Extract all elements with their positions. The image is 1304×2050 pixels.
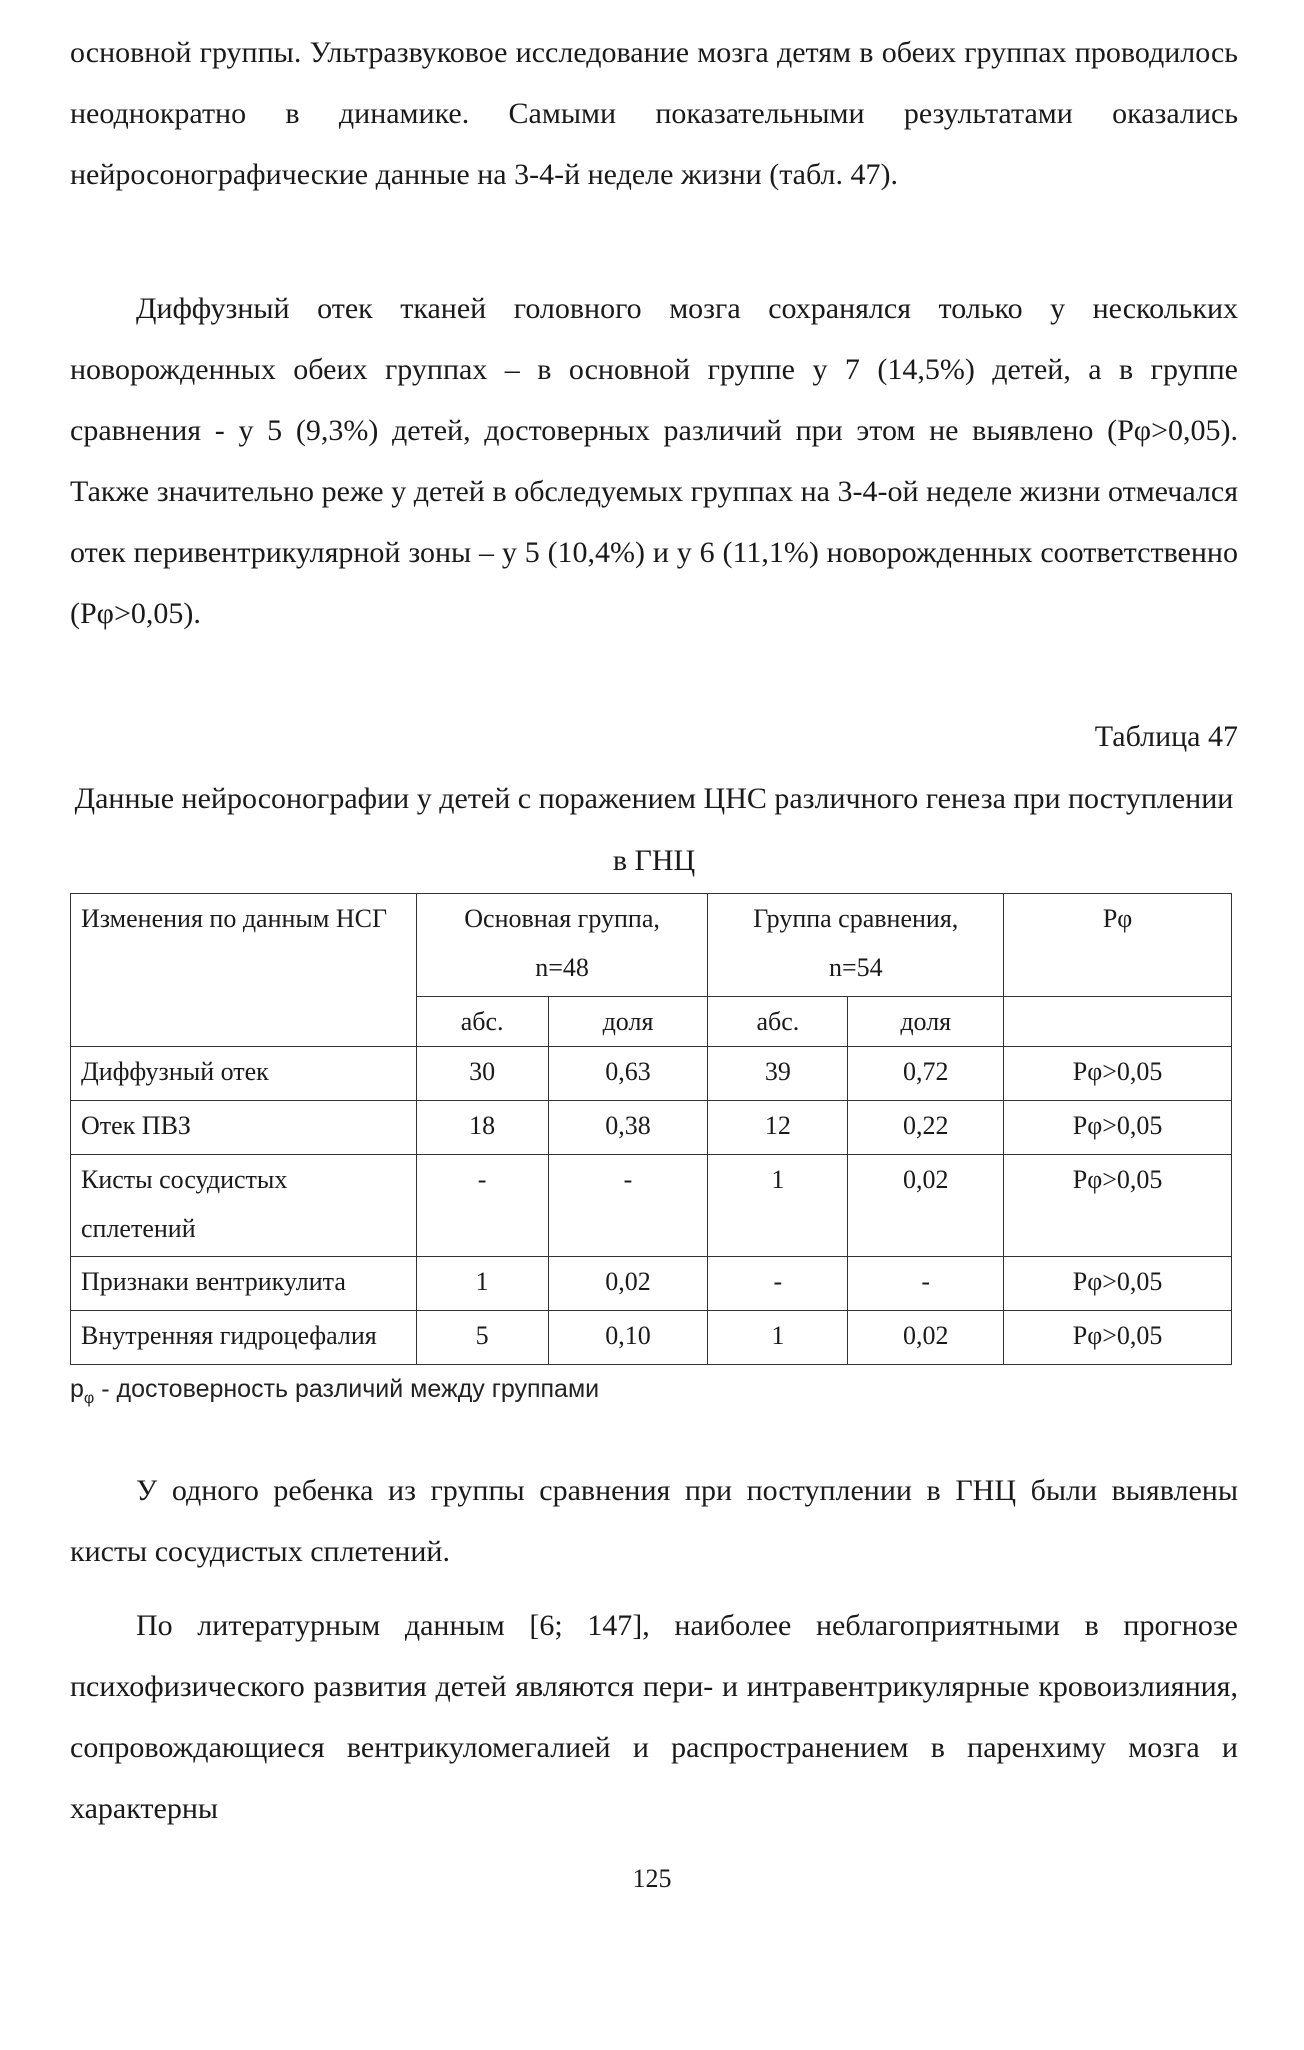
header-main-group-label: Основная группа, [464,904,660,933]
row-name: Внутренняя гидроцефалия [71,1311,417,1365]
row-comp-abs: 39 [708,1047,848,1101]
row-comp-share: - [848,1257,1004,1311]
table-row [71,1101,1232,1155]
subheader-comp-abs: абс. [708,997,848,1047]
row-main-abs: 30 [416,1047,548,1101]
paragraph-cysts: У одного ребенка из группы сравнения при поступлении в ГНЦ были выявлены кисты сосудистых сплетений. [70,1474,1238,1568]
subheader-comp-share: доля [848,997,1004,1047]
header-comparison-group-label: Группа сравнения, [753,904,959,933]
footnote-text: - достоверность различий между группами [101,1375,600,1403]
row-comp-abs: - [708,1257,848,1311]
header-main-group-n: n=48 [535,953,589,982]
row-name: Кисты сосудистых сплетений [71,1155,417,1257]
table-header-row [71,894,1232,997]
row-comp-abs: 12 [708,1101,848,1155]
subheader-main-abs: абс. [416,997,548,1047]
row-p: Pφ>0,05 [1004,1047,1232,1101]
row-name: Диффузный отек [71,1047,417,1101]
row-comp-share: 0,02 [848,1155,1004,1257]
row-p: Pφ>0,05 [1004,1101,1232,1155]
nsg-table [70,893,1232,1365]
header-comparison-group-n: n=54 [828,953,883,982]
row-p: Pφ>0,05 [1004,1257,1232,1311]
paragraph-diffuse-edema: Диффузный отек тканей головного мозга сохранялся только у нескольких новорожденных обеих группах – в основной группе у 7 (14,5%) детей, а в группе сравнения - у 5 (9,3%) детей, достоверных различий при этом не выявлено (Pφ>0,05). Также значительно реже у детей в обследуемых группах на 3-4-ой неделе жизни отмечался отек перивентрикулярной зоны – у 5 (10,4%) и у 6 (11,1%) новорожденных соответственно (Pφ>0,05). [70,292,1238,630]
table-row [71,1047,1232,1101]
table-footnote [70,1375,599,1408]
footnote-symbol: р [70,1375,84,1403]
table-row [71,1155,1232,1257]
row-main-share: 0,02 [548,1257,708,1311]
subheader-main-share: доля [548,997,708,1047]
subheader-p-empty [1004,997,1232,1047]
row-main-share: 0,38 [548,1101,708,1155]
row-p: Pφ>0,05 [1004,1311,1232,1365]
row-comp-abs: 1 [708,1311,848,1365]
row-comp-share: 0,02 [848,1311,1004,1365]
row-comp-share: 0,72 [848,1047,1004,1101]
row-main-share: 0,63 [548,1047,708,1101]
paragraph-intro: основной группы. Ультразвуковое исследование мозга детям в обеих группах проводилось неоднократно в динамике. Самыми показательными результатами оказались нейросонографические данные на 3-4-й неделе жизни (табл. 47). [70,36,1238,191]
paragraph-literature: По литературным данным [6; 147], наиболее неблагоприятными в прогнозе психофизического развития детей являются пери- и интравентрикулярные кровоизлияния, сопровождающиеся вентрикуломегалией и распространением в паренхиму мозга и характерны [70,1609,1238,1825]
row-name: Признаки вентрикулита [71,1257,417,1311]
header-changes: Изменения по данным НСГ [71,894,417,1047]
table-title: Данные нейросонографии у детей с поражением ЦНС различного генеза при поступлении в ГНЦ [74,782,1234,877]
table-label: Таблица 47 [1094,720,1238,753]
table-row [71,1257,1232,1311]
row-name: Отек ПВЗ [71,1101,417,1155]
header-main-group [416,894,708,997]
header-p: Pφ [1004,894,1232,997]
row-main-abs: 1 [416,1257,548,1311]
row-comp-abs: 1 [708,1155,848,1257]
table-row [71,1311,1232,1365]
row-main-share: 0,10 [548,1311,708,1365]
row-main-abs: 18 [416,1101,548,1155]
footnote-subscript: φ [83,1390,95,1407]
row-p: Pφ>0,05 [1004,1155,1232,1257]
row-main-abs: 5 [416,1311,548,1365]
row-comp-share: 0,22 [848,1101,1004,1155]
row-main-share: - [548,1155,708,1257]
header-comparison-group [708,894,1004,997]
page-number: 125 [632,1864,672,1893]
row-main-abs: - [416,1155,548,1257]
